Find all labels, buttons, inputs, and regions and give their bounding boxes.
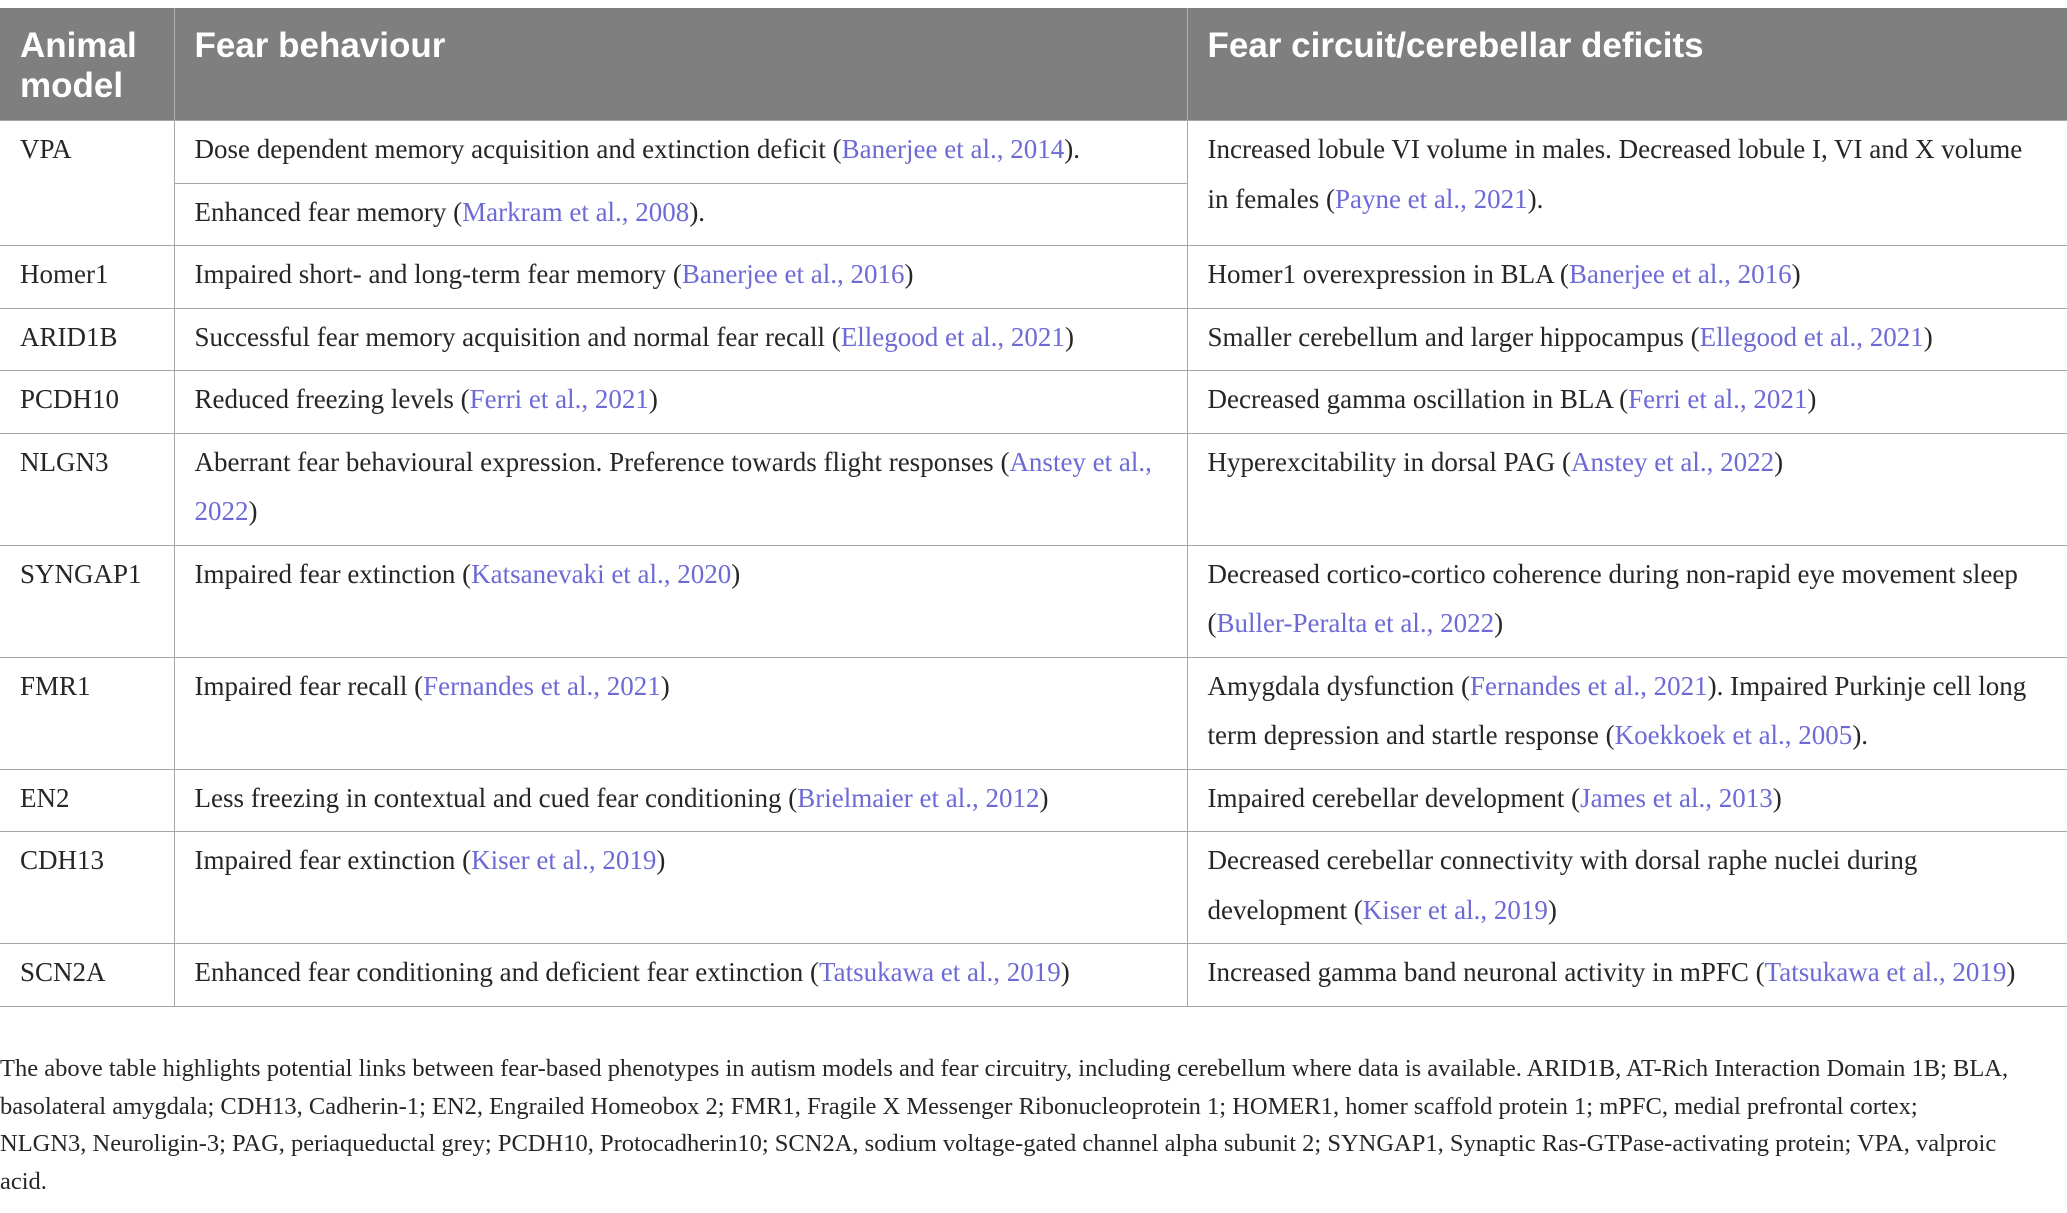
citation-link[interactable]: Ferri et al., 2021 (469, 384, 649, 414)
deficit-end: ) (1547, 894, 1557, 925)
deficit-text: Increased lobule VI volume in males. Decreased lobule I, VI and X volume in females ( (1207, 134, 2023, 214)
cell-deficit (1187, 944, 2067, 1007)
cell-model: SYNGAP1 (0, 545, 174, 657)
behaviour-text: Successful fear memory acquisition and normal fear recall ( (194, 321, 841, 352)
table-row (0, 944, 2067, 1007)
cell-behaviour (174, 769, 1187, 832)
table-row (0, 832, 2067, 944)
deficit-text: Hyperexcitability in dorsal PAG ( (1207, 446, 1571, 477)
citation-link[interactable]: Banerjee et al., 2016 (1568, 259, 1792, 289)
cell-behaviour (174, 121, 1187, 184)
citation-link[interactable]: Banerjee et al., 2014 (841, 134, 1065, 164)
cell-behaviour (174, 944, 1187, 1007)
behaviour-end: ). (689, 196, 706, 227)
citation-link[interactable]: Kiser et al., 2019 (1362, 894, 1548, 925)
citation-link[interactable]: Ferri et al., 2021 (1628, 384, 1808, 414)
header-fear-circuit-deficits: Fear circuit/cerebellar deficits (1187, 8, 2067, 121)
table-row (0, 545, 2067, 657)
cell-deficit (1187, 545, 2067, 657)
deficit-end: ) (1923, 321, 1933, 352)
cell-behaviour (174, 183, 1187, 246)
cell-deficit (1187, 246, 2067, 309)
citation-link[interactable]: Brielmaier et al., 2012 (797, 782, 1040, 813)
deficit-end: ) (2006, 957, 2016, 987)
citation-link[interactable]: Anstey et al., 2022 (1570, 446, 1775, 477)
citation-link[interactable]: Fernandes et al., 2021 (1469, 670, 1708, 701)
table-row (0, 371, 2067, 434)
deficit-end: ). (1852, 720, 1869, 750)
deficit-end: ) (1774, 446, 1784, 477)
citation-link[interactable]: James et al., 2013 (1580, 782, 1773, 813)
table-row (0, 657, 2067, 769)
cell-deficit (1187, 769, 2067, 832)
citation-link[interactable]: Tatsukawa et al., 2019 (1764, 957, 2007, 987)
citation-link[interactable]: Payne et al., 2021 (1334, 183, 1528, 214)
deficit-text: Increased gamma band neuronal activity in mPFC ( (1207, 957, 1765, 987)
cell-behaviour (174, 308, 1187, 371)
citation-link[interactable]: Markram et al., 2008 (462, 196, 690, 227)
behaviour-text: Impaired fear extinction ( (194, 845, 472, 875)
behaviour-end: ) (248, 496, 258, 526)
behaviour-text: Enhanced fear conditioning and deficient fear extinction ( (194, 957, 819, 987)
cell-deficit (1187, 657, 2067, 769)
table-row (0, 308, 2067, 371)
cell-model: ARID1B (0, 308, 174, 371)
deficit-text: Amygdala dysfunction ( (1207, 670, 1470, 701)
behaviour-end: ). (1064, 134, 1080, 164)
cell-deficit (1187, 832, 2067, 944)
cell-behaviour (174, 246, 1187, 309)
behaviour-text: Enhanced fear memory ( (194, 196, 463, 227)
deficit-end: ) (1791, 259, 1801, 289)
deficit-text: Smaller cerebellum and larger hippocampus ( (1207, 321, 1700, 352)
cell-model: EN2 (0, 769, 174, 832)
citation-link[interactable]: Ellegood et al., 2021 (840, 321, 1065, 352)
table-container (0, 8, 2067, 1007)
cell-model: CDH13 (0, 832, 174, 944)
citation-link[interactable]: Fernandes et al., 2021 (423, 670, 661, 701)
cell-model: VPA (0, 121, 174, 246)
citation-link[interactable]: Ellegood et al., 2021 (1699, 321, 1924, 352)
cell-model: Homer1 (0, 246, 174, 309)
behaviour-end: ) (656, 845, 666, 875)
deficit-end: ) (1772, 782, 1782, 813)
deficit-text: Decreased cerebellar connectivity with dorsal raphe nuclei during development ( (1207, 845, 1918, 925)
citation-link[interactable]: Koekkoek et al., 2005 (1614, 720, 1853, 750)
cell-behaviour (174, 832, 1187, 944)
header-fear-behaviour: Fear behaviour (174, 8, 1187, 121)
behaviour-text: Aberrant fear behavioural expression. Preference towards flight responses ( (194, 446, 1010, 477)
behaviour-end: ) (731, 558, 741, 589)
table-row (0, 246, 2067, 309)
behaviour-end: ) (1064, 321, 1074, 352)
deficit-mid: ). Impaired Purkinje cell long term depression and startle response ( (1207, 670, 2027, 750)
deficit-end: ) (1494, 608, 1504, 638)
behaviour-end: ) (660, 670, 670, 701)
table-row (0, 433, 2067, 545)
behaviour-end: ) (1060, 957, 1070, 987)
citation-link[interactable]: Buller-Peralta et al., 2022 (1216, 608, 1495, 638)
deficit-text: Decreased cortico-cortico coherence during non-rapid eye movement sleep ( (1207, 558, 2018, 638)
cell-model: SCN2A (0, 944, 174, 1007)
table-row (0, 121, 2067, 184)
cell-model: NLGN3 (0, 433, 174, 545)
cell-deficit (1187, 121, 2067, 246)
cell-behaviour (174, 433, 1187, 545)
table-row (0, 769, 2067, 832)
behaviour-text: Impaired fear recall ( (194, 670, 424, 701)
deficit-end: ). (1527, 183, 1544, 214)
header-animal-model: Animal model (0, 8, 174, 121)
behaviour-text: Impaired short- and long-term fear memory ( (194, 259, 682, 289)
cell-model: FMR1 (0, 657, 174, 769)
deficit-end: ) (1807, 384, 1817, 414)
cell-deficit (1187, 433, 2067, 545)
behaviour-end: ) (904, 259, 914, 289)
citation-link[interactable]: Tatsukawa et al., 2019 (818, 957, 1061, 987)
citation-link[interactable]: Anstey et al., 2022 (194, 446, 1152, 526)
deficit-text: Decreased gamma oscillation in BLA ( (1207, 384, 1629, 414)
deficit-text: Homer1 overexpression in BLA ( (1207, 259, 1569, 289)
citation-link[interactable]: Banerjee et al., 2016 (681, 259, 905, 289)
cell-behaviour (174, 545, 1187, 657)
cell-behaviour (174, 657, 1187, 769)
cell-deficit (1187, 371, 2067, 434)
cell-model: PCDH10 (0, 371, 174, 434)
citation-link[interactable]: Katsanevaki et al., 2020 (471, 558, 732, 589)
fear-phenotype-table (0, 8, 2067, 1007)
behaviour-text: Dose dependent memory acquisition and extinction deficit ( (194, 134, 842, 164)
cell-behaviour (174, 371, 1187, 434)
citation-link[interactable]: Kiser et al., 2019 (471, 845, 657, 875)
behaviour-text: Less freezing in contextual and cued fear conditioning ( (194, 782, 798, 813)
table-header-row (0, 8, 2067, 121)
behaviour-text: Reduced freezing levels ( (194, 384, 470, 414)
behaviour-text: Impaired fear extinction ( (194, 558, 472, 589)
cell-deficit (1187, 308, 2067, 371)
deficit-text: Impaired cerebellar development ( (1207, 782, 1581, 813)
behaviour-end: ) (1039, 782, 1049, 813)
behaviour-end: ) (648, 384, 658, 414)
table-footnote: The above table highlights potential links between fear-based phenotypes in autism models and fear circuitry, including cerebellum where data is available. ARID1B, AT-Rich Interaction Domain 1B; BLA, basolateral amygdala; CDH13, Cadherin-1; EN2, Engrailed Homeobox 2; FMR1, Fragile X Messenger Ribonucleoprotein 1; HOMER1, homer scaffold protein 1; mPFC, medial prefrontal cortex; NLGN3, Neuroligin-3; PAG, periaqueductal grey; PCDH10, Protocadherin10; SCN2A, sodium voltage-gated channel alpha subunit 2; SYNGAP1, Synaptic Ras-GTPase-activating protein; VPA, valproic acid. (0, 1055, 2009, 1195)
